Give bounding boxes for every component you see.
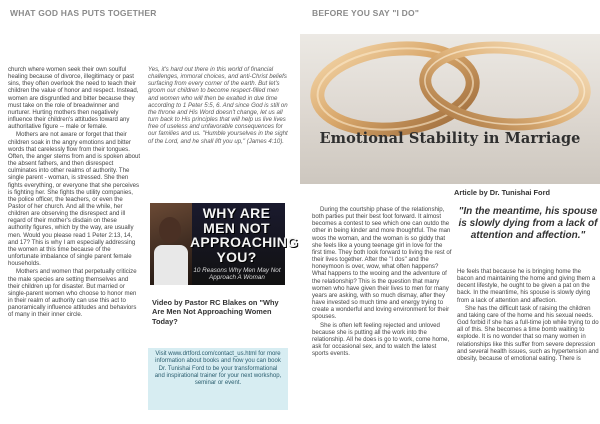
article-column-italic	[148, 66, 288, 190]
paragraph: During the courtship phase of the relationship, both parties put their best foot forward. It almost becomes a contest to see which one can outdo the other in being kinder and more thoughtful. The man woos the woman, and the woman is so giddy that she feels like a young teenage girl in love for the first time. They both look forward to living the rest of their lives together. After the "I dos" and the honeymoon is over, wow, what often happens? What happens to the wooing and the adventure of the relationship? This is the question that many women who have given their lives to men for many years are asking, with so much dismay, after they have invested so much time and energy trying to create a wonderful and loving environment for their spouses.	[312, 206, 452, 321]
video-subtitle: 10 Reasons Why Men May Not Approach A Woman	[193, 267, 281, 281]
article-byline: Article by Dr. Tunishai Ford	[454, 188, 550, 197]
video-title: WHY ARE MEN NOT APPROACHING YOU?	[190, 205, 299, 265]
visit-info-text: Visit www.drtford.com/contact_us.html for more information about books and how you can book Dr. Tunishai Ford to be your transformational and inspirational trainer for your next workshop, seminar or event.	[154, 351, 282, 387]
paragraph: church where women seek their own soulful healing because of divorce, illegitimacy or past sins, they often overlook the need to teach their children the value of honor and respect. Instead, women are disgruntled and bitter because they must take on the role of breadwinner and nurturer. Hurting mothers then negatively influence their children's attitudes toward any authoritative figure -- male or female.	[8, 66, 139, 131]
paragraph: Mothers and women that perpetually criticize the male species are setting themselves and their children up for disaster. But married or single-parent women who choose to honor men in their realm of authority can use this act to panoramically influence attitudes and behaviors of many in their inner circle.	[8, 268, 137, 319]
article-title: Emotional Stability in Marriage	[319, 130, 581, 147]
article-column-center	[312, 206, 452, 420]
section-header-left: WHAT GOD HAS PUTS TOGETHER	[10, 8, 157, 18]
article-column-right	[457, 268, 599, 420]
paragraph: Mothers are not aware or forget that their children soak in the angry emotions and bitter words that carelessly flow from their tongues. Often, the anger stems from and is spoken about the absent fathers, and then disrespect culminates into other realms of authority. The single parent - woman, is stressed. She then fights everything, or everyone that she perceives is fighting her. She fights the utility companies, the police officer, the teachers, or even the Pastor of her church. And all the while, her children are observing the disrespect and ill regard of their mother's disdain on these authority figures, which by the way, are usually men. Would you please read 1 Peter 2:13, 14, and 17? This is why I am especially addressing the women at this time because of the unfortunate imbalance of single parent female households.	[8, 131, 141, 268]
visit-info-box	[148, 348, 288, 410]
video-thumbnail[interactable]	[150, 203, 299, 285]
paragraph: He feels that because he is bringing home the bacon and maintaining the home and giving them a decent lifestyle, he ought to be given a pat on the back. In the meantime, his spouse is slowly dying from a lack of attention and affection.	[457, 268, 596, 304]
article-banner	[300, 34, 600, 184]
wedding-rings-image	[300, 34, 600, 184]
speaker-photo	[150, 203, 192, 285]
section-header-right: BEFORE YOU SAY "I DO"	[312, 8, 420, 18]
paragraph: She has the difficult task of raising the children and taking care of the home and his sexual needs. God forbid if she has a full-time job while trying to do all of this. She becomes a time bomb waiting to explode. It is no wonder that so many women in relationships like this suffer from severe depression and several health issues, such as hypertension and obesity, because of emotional eating. There is	[457, 304, 599, 362]
article-column-left	[8, 66, 141, 420]
paragraph: Yes, it's hard out there in this world of financial challenges, immoral choices, and anti-Christ beliefs surfacing from every corner of the earth. But let's groom our children to become respect-filled men and women who will then be exalted in due time according to 1 Peter 5:5, 6. And since God is still on the throne and His Word doesn't change, let us all turn back to His principles that will help us live lives free of useless and unfavorable consequences for our families and us. "Humble yourselves in the sight of the Lord, and he shall lift you up," (James 4:10).	[148, 66, 288, 145]
pull-quote: "In the meantime, his spouse is slowly dying from a lack of attention and affection."	[458, 206, 598, 242]
video-caption: Video by Pastor RC Blakes on "Why Are Men Not Approaching Women Today?	[152, 298, 279, 326]
paragraph: She is often left feeling rejected and unloved because she is putting all the work into the relationship. All he does is go to work, come home, ask for occasional sex, and to watch the latest sports events.	[312, 321, 450, 358]
